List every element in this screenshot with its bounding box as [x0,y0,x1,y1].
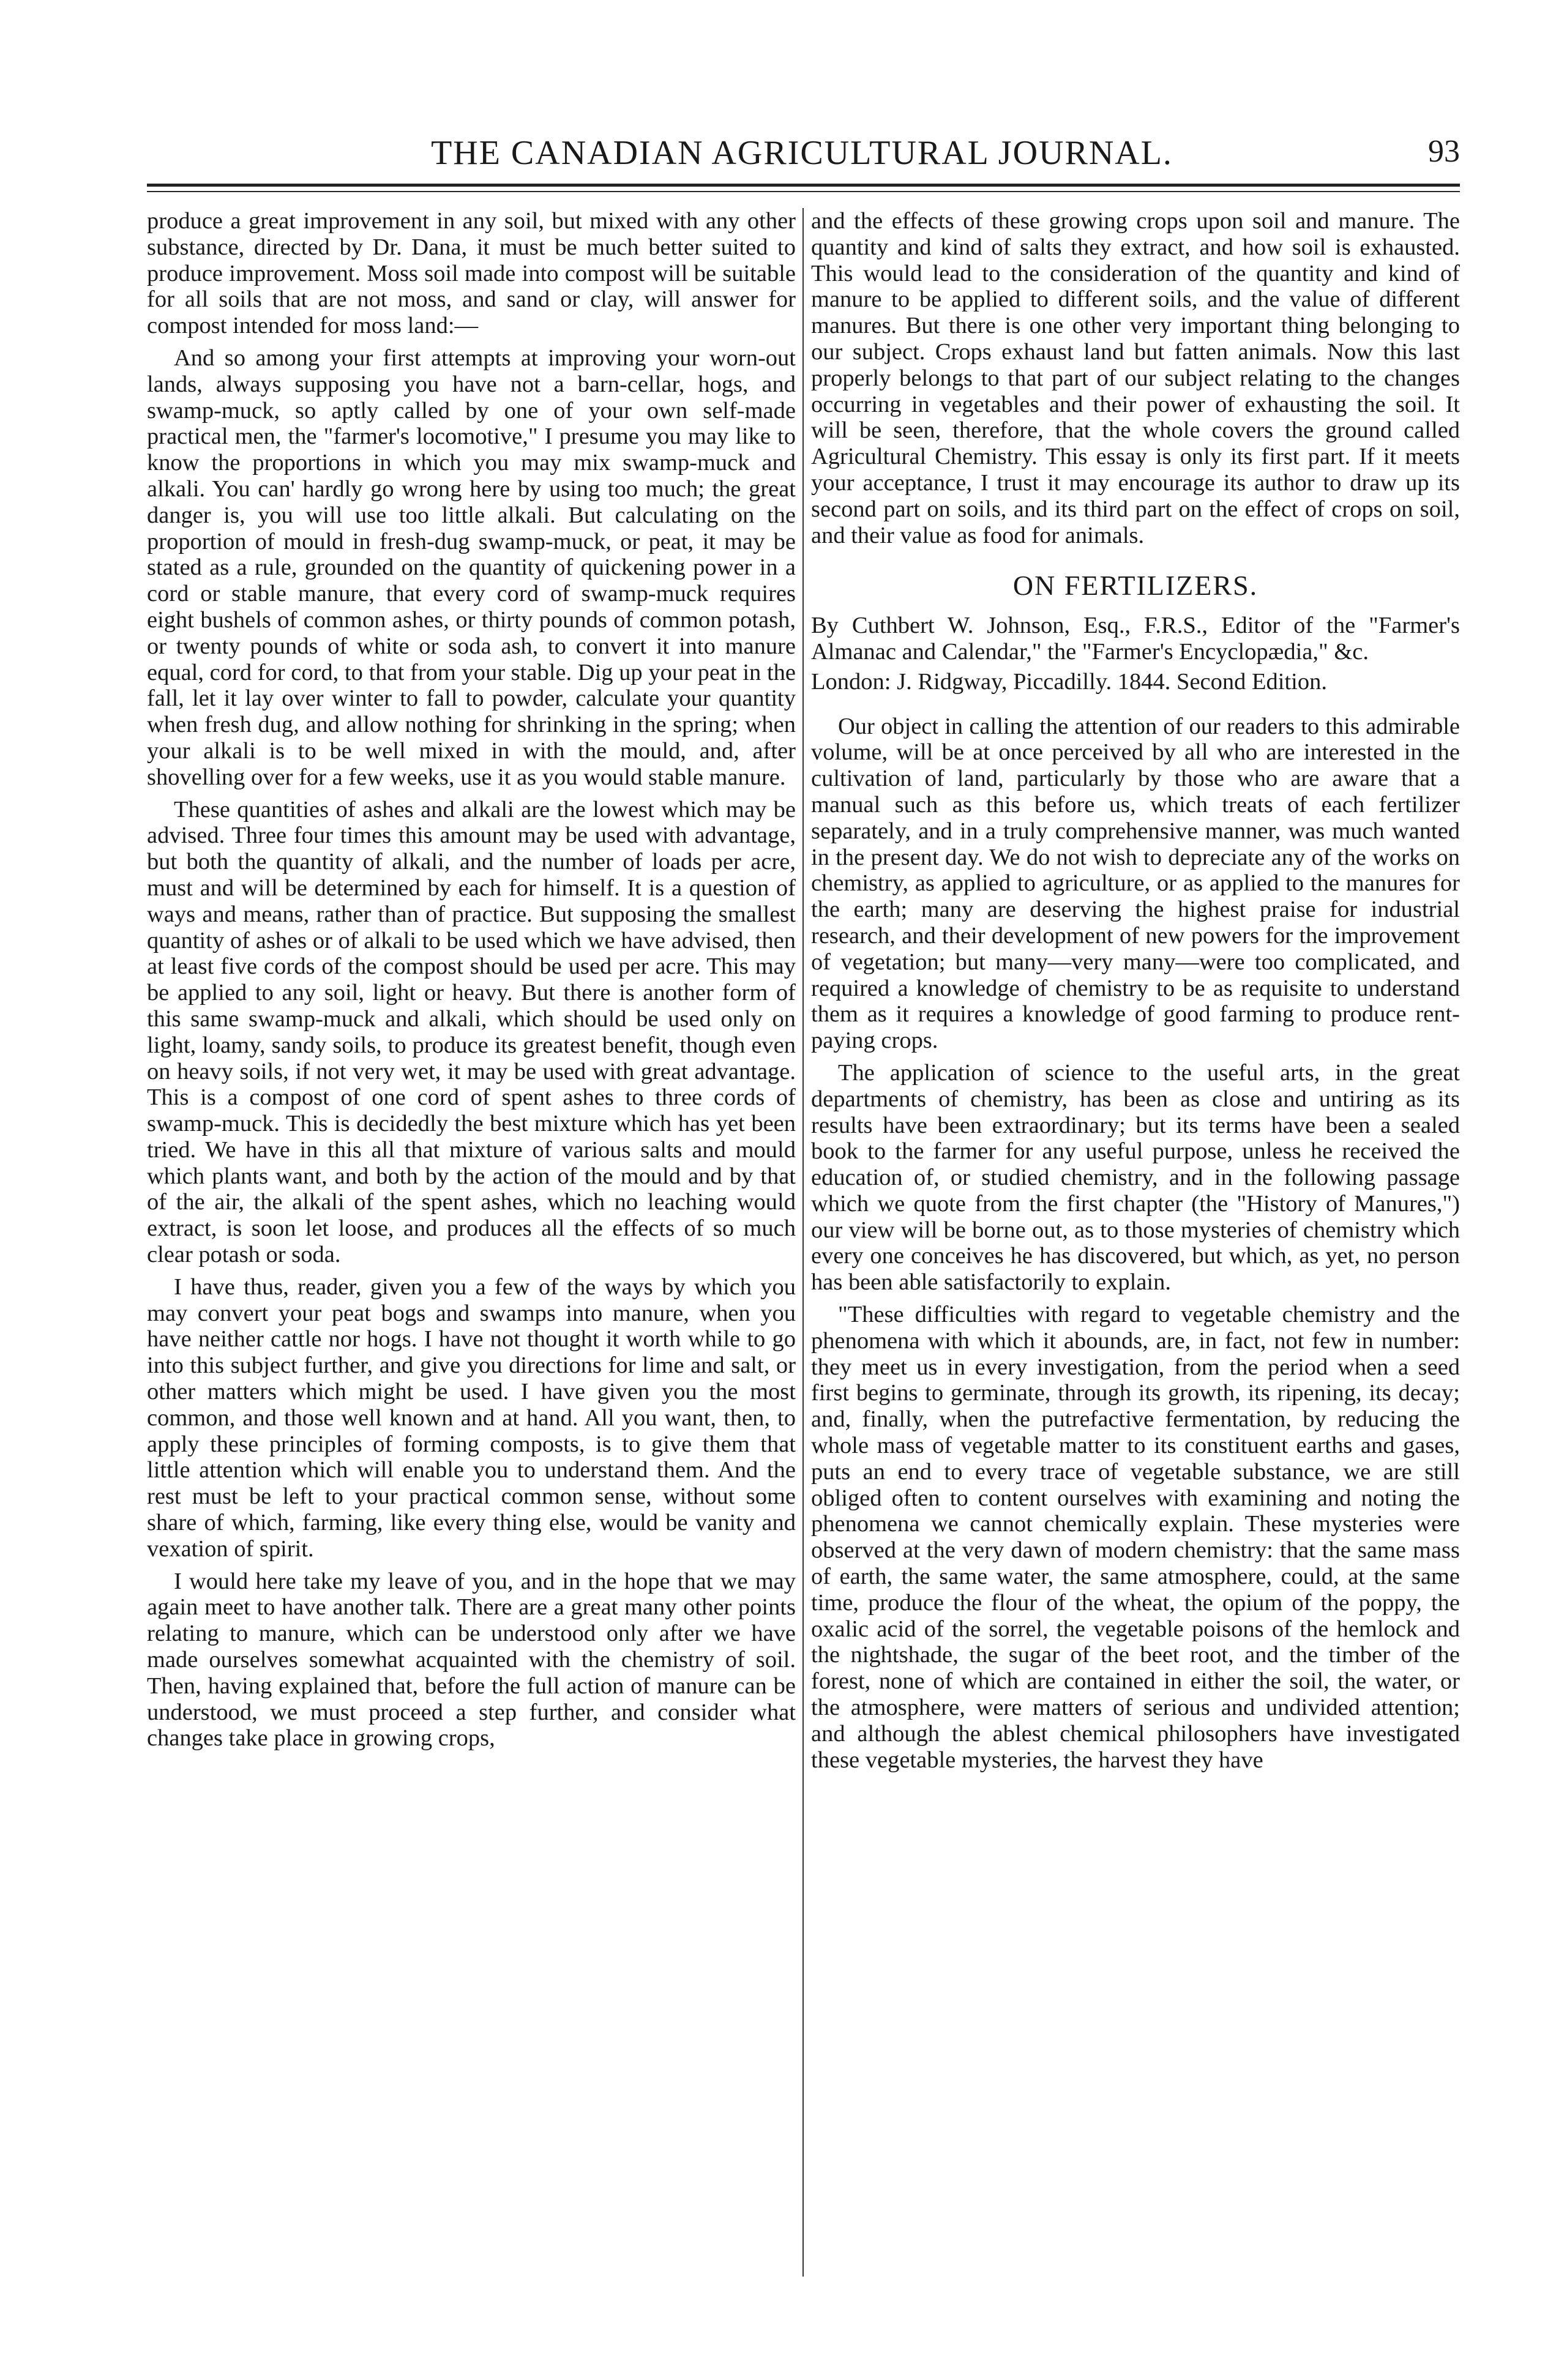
paragraph: and the effects of these growing crops upon soil and manure. The quantity and kind of salts they extract, and how soil is exhausted. This would lead to the consideration of the quantity and kind of manure to be applied to different soils, and the value of different manures. But there is one other very important thing belonging to our subject. Crops exhaust land but fatten animals. Now this last properly belongs to that part of our subject relating to the changes occurring in vegetables and their power of exhausting the soil. It will be seen, therefore, that the whole covers the ground called Agricultural Chemistry. This essay is only its first part. If it meets your acceptance, I trust it may encourage its author to draw up its second part on soils, and its third part on the effect of crops on soil, and their value as food for animals. [811,208,1460,548]
paragraph: I have thus, reader, given you a few of the ways by which you may convert your peat bogs and swamps into manure, when you have neither cattle nor hogs. I have not thought it worth while to go into this subject further, and give you directions for lime and salt, or other matters which might be used. I have given you the most common, and those well known and at hand. All you want, then, to apply these principles of forming composts, is to give them that little attention which will enable you to understand them. And the rest must be left to your practical common sense, without some share of which, farming, like every thing else, would be vanity and vexation of spirit. [147,1274,796,1562]
column-divider [802,208,804,2277]
right-column [811,208,1460,2277]
paragraph: Our object in calling the attention of our readers to this admirable volume, will be at once perceived by all who are interested in the cultivation of land, particularly by those who are aware that a manual such as this before us, which treats of each fertilizer separately, and in a truly comprehensive manner, was much wanted in the present day. We do not wish to depreciate any of the works on chemistry, as applied to agriculture, or as applied to the manures for the earth; many are deserving the highest praise for industrial research, and their development of new powers for the improvement of vegetation; but many—very many—were too complicated, and required a knowledge of chemistry to be as requisite to understand them as it requires a knowledge of good farming to produce rent-paying crops. [811,713,1460,1054]
paragraph: I would here take my leave of you, and in the hope that we may again meet to have another talk. There are a great many other points relating to manure, which can be understood only after we have made ourselves somewhat acquainted with the chemistry of soil. Then, having explained that, before the full action of manure can be understood, we must proceed a step further, and consider what changes take place in growing crops, [147,1568,796,1751]
paragraph: And so among your first attempts at improving your worn-out lands, always supposing you have not a barn-cellar, hogs, and swamp-muck, so aptly called by one of your own self-made practical men, the "farmer's locomotive," I presume you may like to know the proportions in which you may mix swamp-muck and alkali. You can' hardly go wrong here by using too much; the great danger is, you will use too little alkali. But calculating on the proportion of mould in fresh-dug swamp-muck, or peat, it may be stated as a rule, grounded on the quantity of quickening power in a cord or stable manure, that every cord of swamp-muck requires eight bushels of common ashes, or thirty pounds of common potash, or twenty pounds of white or soda ash, to convert it into manure equal, cord for cord, to that from your stable. Dig up your peat in the fall, let it lay over winter to fall to powder, calculate your quantity when fresh dug, and allow nothing for shrinking in the spring; when your alkali is to be well mixed in with the mould, and, after shovelling over for a few weeks, use it as you would stable manure. [147,345,796,790]
paragraph: produce a great improvement in any soil, but mixed with any other substance, directed by Dr. Dana, it must be much better suited to produce improvement. Moss soil made into compost will be suitable for all soils that are not moss, and sand or clay, will answer for compost intended for moss land:— [147,208,796,339]
running-header [144,133,1460,176]
page-number: 93 [1428,134,1460,169]
left-column [147,208,796,2277]
paragraph: The application of science to the useful arts, in the great departments of chemistry, has been as close and untiring as its results have been extraordinary; but its terms have been a sealed book to the farmer for any useful purpose, unless he received the education of, or studied chemistry, and in the following passage which we quote from the first chapter (the "History of Manures,") our view will be borne out, as to those mysteries of chemistry which every one conceives he has discovered, but which, as yet, no person has been able satisfactorily to explain. [811,1059,1460,1296]
page-title: THE CANADIAN AGRICULTURAL JOURNAL. [431,134,1173,172]
header-rule-thin [147,191,1460,192]
paragraph: "These difficulties with regard to vegetable chemistry and the phenomena with which it abounds, are, in fact, not few in number: they meet us in every investigation, from the period when a seed first begins to germinate, through its growth, its ripening, its decay; and, finally, when the putrefactive fermentation, by reducing the whole mass of vegetable matter to its constituent earths and gases, puts an end to every trace of vegetable substance, we are still obliged often to content ourselves with examining and noting the phenomena we cannot chemically explain. These mysteries were observed at the very dawn of modern chemistry: that the same mass of earth, the same water, the same atmosphere, could, at the same time, produce the flour of the wheat, the opium of the poppy, the oxalic acid of the sorrel, the vegetable poisons of the hemlock and the nightshade, the sugar of the beet root, and the timber of the forest, none of which are contained in either the soil, the water, or the atmosphere, were matters of serious and undivided attention; and although the ablest chemical philosophers have investigated these vegetable mysteries, the harvest they have [811,1302,1460,1773]
section-heading: ON FERTILIZERS. [1012,570,1259,602]
header-rule-thick [147,184,1460,187]
article-imprint: London: J. Ridgway, Piccadilly. 1844. Second Edition. [811,668,1327,695]
article-byline: By Cuthbert W. Johnson, Esq., F.R.S., Editor of the "Farmer's Almanac and Calendar," the "Farmer's Encyclopædia," &c. [811,613,1460,665]
paragraph: These quantities of ashes and alkali are the lowest which may be advised. Three four times this amount may be used with advantage, but both the quantity of alkali, and the number of loads per acre, must and will be determined by each for himself. It is a question of ways and means, rather than of practice. But supposing the smallest quantity of ashes or of alkali to be used which we have advised, then at least five cords of the compost should be used per acre. This may be applied to any soil, light or heavy. But there is another form of this same swamp-muck and alkali, which should be used only on light, loamy, sandy soils, to produce its greatest benefit, though even on heavy soils, if not very wet, it may be used with great advantage. This is a compost of one cord of spent ashes to three cords of swamp-muck. This is decidedly the best mixture which has yet been tried. We have in this all that mixture of various salts and mould which plants want, and both by the action of the mould and by that of the air, the alkali of the spent ashes, which no leaching would extract, is soon let loose, and produces all the effects of so much clear potash or soda. [147,796,796,1268]
